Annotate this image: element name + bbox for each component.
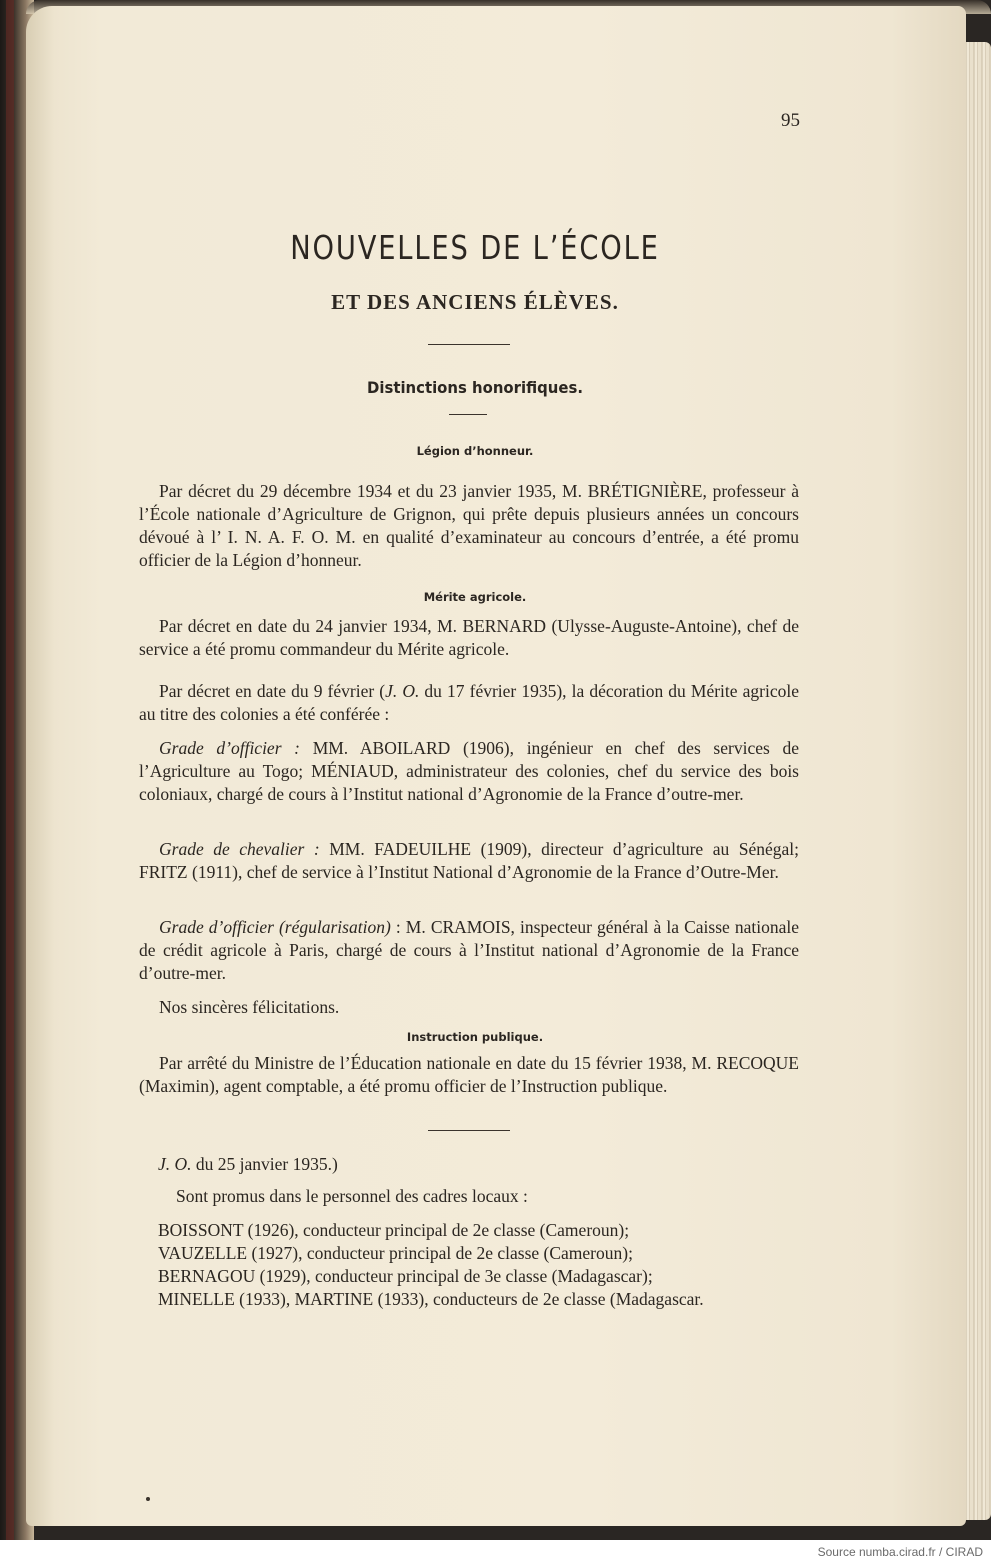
promus-intro: Sont promus dans le personnel des cadres locaux :: [176, 1186, 528, 1206]
legion-paragraph: Par décret du 29 décembre 1934 et du 23 janvier 1935, M. BRÉTIGNIÈRE, professeur à l’École nationale d’Agriculture de Grignon, qui prête depuis plusieurs années un concours dévoué à l’ I. N. A. F. O. M. en qualité d’examinateur au concours d’entrée, a été promu officier de la Légion d’honneur.: [139, 481, 799, 570]
page-subtitle: ET DES ANCIENS ÉLÈVES.: [331, 290, 619, 314]
section-divider: [449, 414, 487, 415]
instruction-paragraph: Par arrêté du Ministre de l’Éducation nationale en date du 15 février 1938, M. RECOQUE (Maximin), agent comptable, a été promu officier de l’Instruction publique.: [139, 1053, 799, 1096]
source-credit: Source numba.cirad.fr / CIRAD: [817, 1545, 983, 1559]
grade-chevalier-paragraph: Grade de chevalier : MM. FADEUILHE (1909), directeur d’agriculture au Sénégal; FRITZ (1911), chef de service à l’Institut National d’Agronomie de la France d’Outre-Mer.: [139, 839, 799, 882]
title-divider: [428, 344, 510, 345]
book-cover-edge: [6, 0, 14, 1540]
merite-paragraph-1: Par décret en date du 24 janvier 1934, M. BERNARD (Ulysse-Auguste-Antoine), chef de service a été promu commandeur du Mérite agricole.: [139, 616, 799, 659]
grade-officier-paragraph: Grade d’officier : MM. ABOILARD (1906), ingénieur en chef des services de l’Agriculture au Togo; MÉNIAUD, administrateur des colonies, chef du service des bois coloniaux, chargé de cours à l’Institut national d’Agronomie de la France d’outre-mer.: [139, 738, 799, 804]
congratulations: Nos sincères félicitations.: [159, 997, 340, 1017]
merite-paragraph-2: Par décret en date du 9 février (J. O. du 17 février 1935), la décoration du Mérite agricole au titre des colonies a été conférée :: [139, 681, 799, 724]
section-title: Distinctions honorifiques.: [367, 378, 583, 397]
merite-heading: Mérite agricole.: [423, 590, 527, 604]
instruction-heading: Instruction publique.: [406, 1030, 544, 1044]
page-number: 95: [781, 110, 800, 131]
page-title: NOUVELLES DE L’ÉCOLE: [290, 228, 660, 267]
bottom-divider: [428, 1130, 510, 1131]
legion-heading: Légion d’honneur.: [416, 444, 534, 458]
jo-line: J. O. du 25 janvier 1935.): [158, 1154, 338, 1174]
promus-item: BERNAGOU (1929), conducteur principal de 3e classe (Madagascar);: [158, 1266, 653, 1286]
promus-item: VAUZELLE (1927), conducteur principal de 2e classe (Cameroun);: [158, 1243, 633, 1263]
promus-item: BOISSONT (1926), conducteur principal de 2e classe (Cameroun);: [158, 1220, 630, 1240]
grade-regularisation-paragraph: Grade d’officier (régularisation) : M. CRAMOIS, inspecteur général à la Caisse nationale de crédit agricole à Paris, chargé de cours à l’Institut national d’Agronomie de la France d’outre-mer.: [139, 917, 800, 983]
promus-item: MINELLE (1933), MARTINE (1933), conducteurs de 2e classe (Madagascar.: [158, 1289, 704, 1309]
ink-speck: [146, 1497, 150, 1501]
